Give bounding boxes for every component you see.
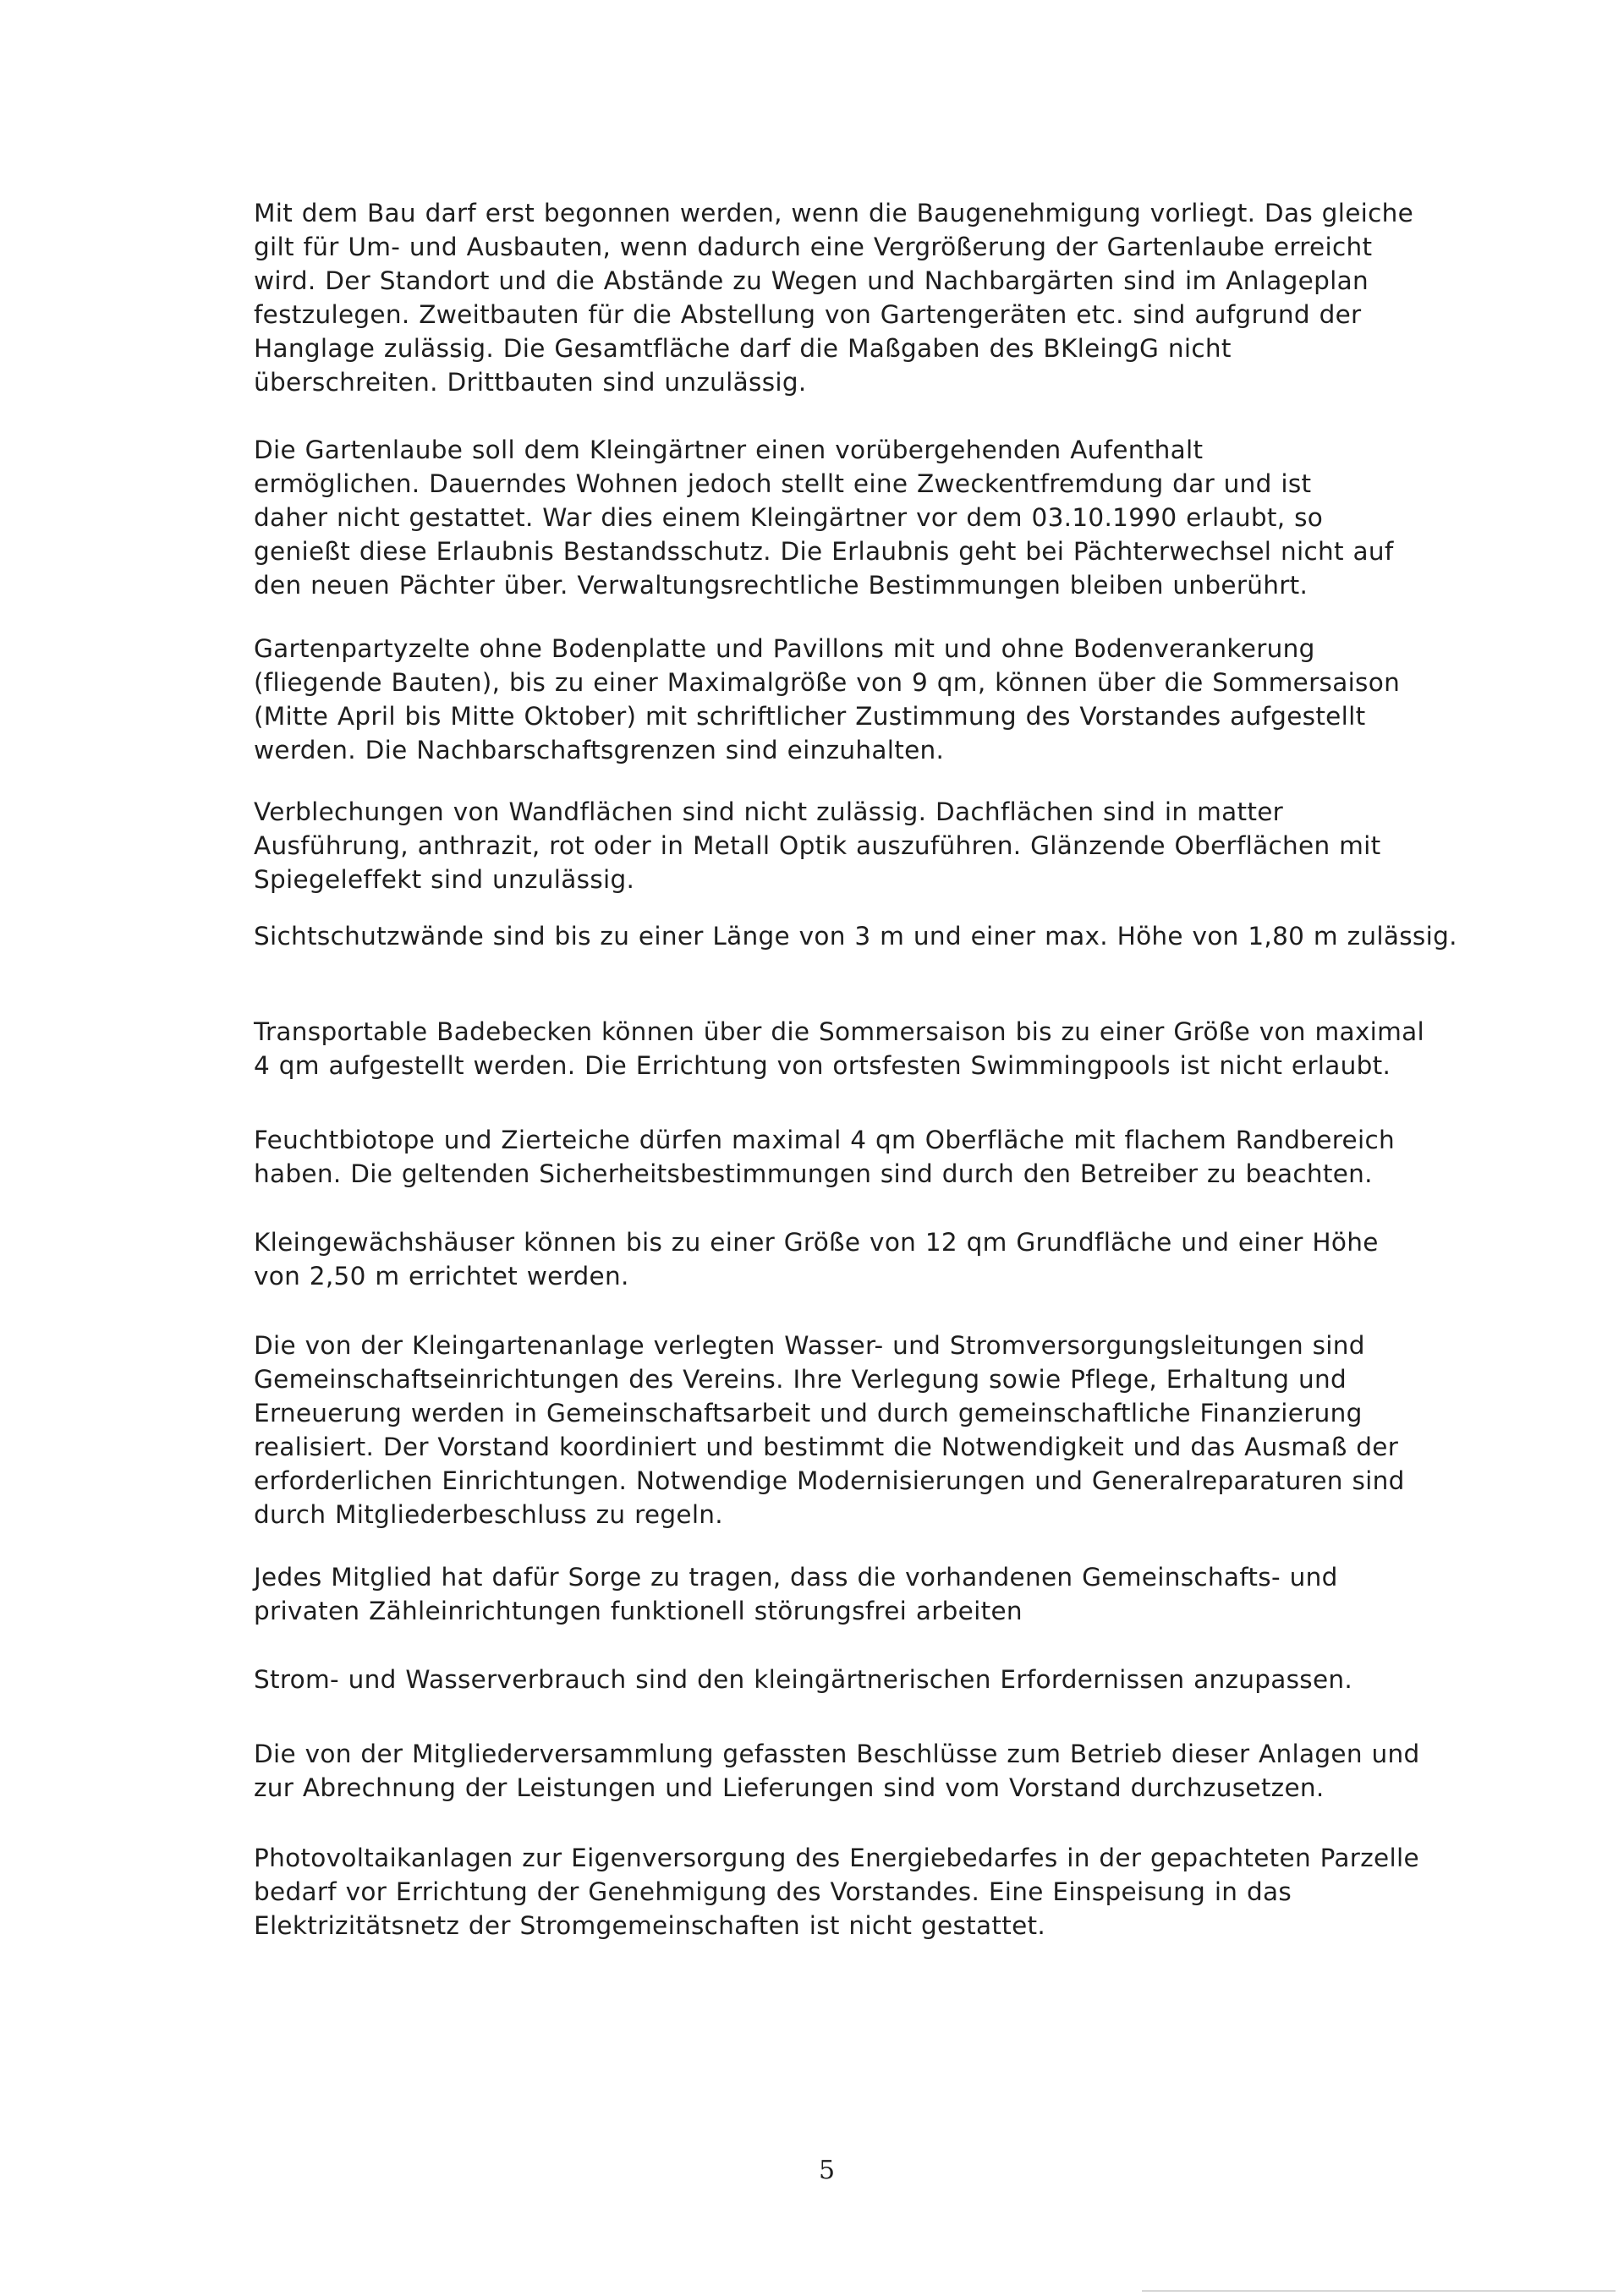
- text-line: Photovoltaikanlagen zur Eigenversorgung des Energiebedarfes in der gepachteten Parzelle: [254, 1844, 1419, 1872]
- text-line: Die Gartenlaube soll dem Kleingärtner einen vorübergehenden Aufenthalt: [254, 436, 1204, 464]
- scan-edge-divider: [1142, 2290, 1616, 2292]
- text-line: realisiert. Der Vorstand koordiniert und bestimmt die Notwendigkeit und das Ausmaß der: [254, 1433, 1399, 1461]
- text-line: Kleingewächshäuser können bis zu einer Größe von 12 qm Grundfläche und einer Höhe: [254, 1228, 1379, 1257]
- paragraph-photovoltaik: [254, 1841, 1419, 1943]
- text-line: (fliegende Bauten), bis zu einer Maximalgröße von 9 qm, können über die Sommersaison: [254, 668, 1401, 697]
- paragraph-sichtschutz: [254, 919, 1457, 953]
- text-line: Feuchtbiotope und Zierteiche dürfen maximal 4 qm Oberfläche mit flachem Randbereich: [254, 1126, 1395, 1154]
- text-line: Strom- und Wasserverbrauch sind den kleingärtnerischen Erfordernissen anzupassen.: [254, 1665, 1353, 1694]
- text-line: Die von der Mitgliederversammlung gefassten Beschlüsse zum Betrieb dieser Anlagen und: [254, 1740, 1420, 1768]
- paragraph-verbrauch: [254, 1663, 1352, 1696]
- text-line: Mit dem Bau darf erst begonnen werden, wenn die Baugenehmigung vorliegt. Das gleiche: [254, 199, 1414, 227]
- text-line: überschreiten. Drittbauten sind unzulässig.: [254, 368, 807, 397]
- text-line: genießt diese Erlaubnis Bestandsschutz. Die Erlaubnis geht bei Pächterwechsel nicht auf: [254, 537, 1394, 566]
- text-line: erforderlichen Einrichtungen. Notwendige Modernisierungen und Generalreparaturen sind: [254, 1466, 1405, 1495]
- text-line: Ausführung, anthrazit, rot oder in Metall Optik auszuführen. Glänzende Oberflächen mit: [254, 831, 1381, 860]
- text-line: Hanglage zulässig. Die Gesamtfläche darf die Maßgaben des BKleingG nicht: [254, 334, 1232, 363]
- text-line: wird. Der Standort und die Abstände zu Wegen und Nachbargärten sind im Anlageplan: [254, 266, 1369, 295]
- text-line: den neuen Pächter über. Verwaltungsrechtliche Bestimmungen bleiben unberührt.: [254, 571, 1309, 600]
- text-line: haben. Die geltenden Sicherheitsbestimmungen sind durch den Betreiber zu beachten.: [254, 1159, 1373, 1188]
- paragraph-gartenlaube: [254, 433, 1394, 602]
- text-line: werden. Die Nachbarschaftsgrenzen sind einzuhalten.: [254, 736, 945, 764]
- text-line: Gemeinschaftseinrichtungen des Vereins. Ihre Verlegung sowie Pflege, Erhaltung und: [254, 1365, 1347, 1394]
- paragraph-baugenehmigung: [254, 196, 1413, 399]
- text-line: Verblechungen von Wandflächen sind nicht zulässig. Dachflächen sind in matter: [254, 797, 1284, 826]
- text-line: durch Mitgliederbeschluss zu regeln.: [254, 1500, 723, 1529]
- text-line: Erneuerung werden in Gemeinschaftsarbeit und durch gemeinschaftliche Finanzierung: [254, 1399, 1363, 1427]
- text-line: Transportable Badebecken können über die Sommersaison bis zu einer Größe von maximal: [254, 1017, 1425, 1046]
- text-line: Jedes Mitglied hat dafür Sorge zu tragen, dass die vorhandenen Gemeinschafts- und: [254, 1563, 1338, 1592]
- text-line: Spiegeleffekt sind unzulässig.: [254, 865, 635, 894]
- paragraph-badebecken: [254, 1015, 1424, 1082]
- text-line: Die von der Kleingartenanlage verlegten Wasser- und Stromversorgungsleitungen sind: [254, 1331, 1365, 1360]
- text-line: privaten Zähleinrichtungen funktionell störungsfrei arbeiten: [254, 1597, 1023, 1625]
- paragraph-zaehleinrichtungen: [254, 1560, 1338, 1628]
- text-line: gilt für Um- und Ausbauten, wenn dadurch eine Vergrößerung der Gartenlaube erreicht: [254, 233, 1373, 261]
- text-line: ermöglichen. Dauerndes Wohnen jedoch stellt eine Zweckentfremdung dar und ist: [254, 469, 1312, 498]
- paragraph-verblechungen: [254, 795, 1381, 896]
- paragraph-versorgungsleitungen: [254, 1329, 1405, 1532]
- text-line: 4 qm aufgestellt werden. Die Errichtung von ortsfesten Swimmingpools ist nicht erlaubt.: [254, 1051, 1391, 1080]
- text-line: daher nicht gestattet. War dies einem Kleingärtner vor dem 03.10.1990 erlaubt, so: [254, 503, 1324, 532]
- text-line: bedarf vor Errichtung der Genehmigung des Vorstandes. Eine Einspeisung in das: [254, 1877, 1292, 1906]
- paragraph-beschluesse: [254, 1737, 1420, 1805]
- paragraph-partyzelte: [254, 632, 1400, 767]
- text-line: von 2,50 m errichtet werden.: [254, 1262, 629, 1290]
- text-line: (Mitte April bis Mitte Oktober) mit schriftlicher Zustimmung des Vorstandes aufgestellt: [254, 702, 1366, 731]
- text-line: zur Abrechnung der Leistungen und Lieferungen sind vom Vorstand durchzusetzen.: [254, 1773, 1325, 1802]
- text-line: Gartenpartyzelte ohne Bodenplatte und Pavillons mit und ohne Bodenverankerung: [254, 634, 1315, 663]
- paragraph-gewaechshaeuser: [254, 1225, 1379, 1293]
- text-line: festzulegen. Zweitbauten für die Abstellung von Gartengeräten etc. sind aufgrund der: [254, 300, 1362, 329]
- page-number: 5: [818, 2156, 836, 2185]
- text-line: Sichtschutzwände sind bis zu einer Länge von 3 m und einer max. Höhe von 1,80 m zulässig.: [254, 922, 1457, 951]
- text-line: Elektrizitätsnetz der Stromgemeinschaften ist nicht gestattet.: [254, 1911, 1046, 1940]
- paragraph-feuchtbiotope: [254, 1123, 1395, 1191]
